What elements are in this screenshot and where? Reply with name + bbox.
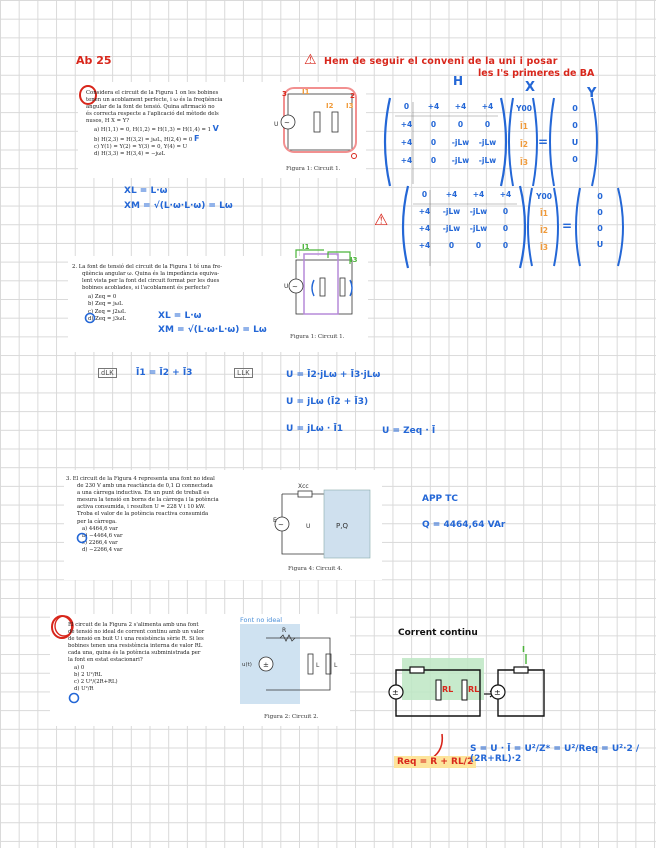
- m2-cell: 0: [502, 207, 509, 216]
- svg-text:RL: RL: [468, 685, 480, 694]
- svg-text:U: U: [306, 523, 311, 530]
- q2-line: lent vista per la font del circuit format per les dues: [82, 278, 220, 285]
- q1-line: és correcta respecte a l'aplicació del mètode dels: [86, 111, 219, 118]
- m1-cell: +4: [400, 138, 413, 147]
- q3-line: Troba el valor de la potència reactiva consumida: [77, 511, 209, 518]
- m2-x: Ī1: [539, 209, 548, 218]
- m1-cell: -jLw: [451, 156, 470, 165]
- m1-y: 0: [572, 155, 578, 164]
- q2-option-a[interactable]: a) Zeq = 0: [88, 294, 117, 301]
- q1-note-xm: XM = √(L·ω·L·ω) = Lω: [124, 201, 233, 211]
- svg-text:R: R: [282, 627, 287, 634]
- q2-note-xl: XL = L·ω: [158, 311, 202, 321]
- warning-icon-2: ⚠: [374, 210, 389, 229]
- svg-text:Xcc: Xcc: [298, 483, 309, 490]
- q2-note-xm: XM = √(L·ω·L·ω) = Lω: [158, 325, 267, 335]
- m2-cell: 0: [421, 190, 428, 199]
- m2-cell: +4: [472, 190, 485, 199]
- q1-line: Considera el circuit de la Figura 1 on les bobines: [86, 90, 219, 96]
- m2-cell: 0: [475, 241, 482, 250]
- m1-cell: -jLw: [451, 138, 470, 147]
- svg-text:u(t): u(t): [242, 662, 252, 668]
- question-1-card: [78, 82, 366, 178]
- q2-line: qüència angular ω. Quina és la impedància equiva-: [82, 271, 220, 278]
- selected-mark-icon: [76, 532, 88, 544]
- q3-option-b[interactable]: b) −4464,6 var: [82, 532, 123, 539]
- svg-text:~: ~: [278, 521, 284, 529]
- m1-x: Ī1: [519, 122, 528, 131]
- svg-text:~: ~: [292, 283, 298, 291]
- q3-line: a una càrrega inductiva. En un punt de treball es: [77, 490, 210, 497]
- power-formula: S = U · Ī = U²/Z* = U²/Req = U²·2 / (2R+RL)·2: [470, 744, 640, 764]
- question-2-card: [68, 243, 368, 352]
- svg-text:P,Q: P,Q: [336, 522, 348, 530]
- m1-cell: 0: [403, 102, 410, 111]
- m2-cell: +4: [418, 224, 431, 233]
- q3-caption: Figura 4: Circuit 4.: [288, 566, 343, 572]
- m2-y: 0: [597, 192, 603, 201]
- q1-line: tenen un acoblament perfecte, i ω és la freqüència: [86, 97, 223, 104]
- matrix-label-x: X: [525, 80, 536, 95]
- q3-note-app: APP TC: [422, 494, 459, 504]
- m2-y: 0: [597, 224, 603, 233]
- m2-cell: -jLw: [469, 207, 488, 216]
- q2-option-d[interactable]: d) Zeq = j3ωL: [88, 315, 127, 322]
- matrix-equation-2: [396, 182, 634, 272]
- svg-text:=: =: [562, 219, 573, 233]
- m1-cell: 0: [430, 138, 437, 147]
- m1-x: Ī3: [519, 158, 528, 167]
- m1-cell: 0: [430, 120, 437, 129]
- m1-y: U: [571, 138, 579, 147]
- m2-cell: +4: [445, 190, 458, 199]
- selected-mark-icon: [68, 692, 80, 704]
- klk-box-2: LLK: [234, 368, 253, 378]
- q2-line: bobines acoblades, si l'acoblament és perfecte?: [82, 285, 210, 292]
- dc-title: Corrent continu: [398, 628, 478, 638]
- q4-line: cada una, quina és la potència subministrada per: [68, 650, 201, 657]
- warning-note-2: les I's primeres de BA: [478, 68, 595, 79]
- q4-option-d[interactable]: d) U²/R: [74, 685, 94, 692]
- circuit-1-figure: [274, 82, 366, 166]
- q4-caption: Figura 2: Circuit 2.: [264, 714, 319, 720]
- svg-text:3: 3: [282, 90, 287, 98]
- m2-cell: 0: [502, 241, 509, 250]
- m2-x: Y00: [536, 192, 552, 201]
- m1-cell: +4: [427, 102, 440, 111]
- svg-text:L: L: [334, 662, 338, 669]
- matrix-equation-1: [378, 94, 610, 190]
- svg-text:=: =: [538, 135, 549, 149]
- matrix-label-y: Y: [587, 86, 597, 101]
- svg-text:U: U: [284, 283, 289, 290]
- m1-cell: +4: [454, 102, 467, 111]
- q2-line: 2. La font de tensió del circuit de la Figura 1 té una fre-: [72, 264, 223, 270]
- klk-eq-5: U = Zeq · Ī: [382, 426, 436, 436]
- m2-x: Ī3: [539, 243, 548, 252]
- q3-line: per la càrrega.: [77, 518, 117, 525]
- selected-mark-icon: [84, 312, 96, 324]
- svg-text:I3: I3: [346, 102, 354, 110]
- m1-cell: 0: [430, 156, 437, 165]
- m2-y: 0: [597, 208, 603, 217]
- q4-option-b[interactable]: b) 2 U²/RL: [74, 671, 103, 678]
- m1-x: Y00: [516, 104, 532, 113]
- q1-option-b[interactable]: b) H(2,3) = H(3,2) = jωL, H(2,4) = 0 F: [94, 133, 200, 143]
- q1-option-d[interactable]: d) H(3,3) = H(3,4) = −jωL: [94, 150, 166, 157]
- svg-text:±: ±: [263, 661, 269, 669]
- m2-y: U: [596, 240, 604, 249]
- q3-line: activa consumida, i resulten U = 228 V i 10 kW.: [77, 504, 206, 511]
- m2-cell: -jLw: [442, 207, 461, 216]
- ab-label: Ab 25: [76, 54, 112, 67]
- svg-text:U: U: [274, 121, 279, 128]
- m1-cell: +4: [481, 102, 494, 111]
- svg-text:I1: I1: [302, 88, 310, 96]
- q4-line: de tensió no ideal de corrent continu amb un valor: [68, 629, 205, 636]
- m1-cell: -jLw: [478, 156, 497, 165]
- q4-line: la font en estat estacionari?: [68, 657, 143, 664]
- m2-cell: 0: [502, 224, 509, 233]
- svg-text:±: ±: [494, 688, 501, 697]
- m2-cell: +4: [418, 207, 431, 216]
- klk-eq-1: Ī1 = Ī2 + Ī3: [136, 368, 193, 378]
- m1-cell: +4: [400, 156, 413, 165]
- q2-option-c[interactable]: c) Zeq = j2ωL: [88, 308, 126, 315]
- q4-line: de tensió en buit U i una resistència sèrie R. Si les: [68, 636, 204, 643]
- m1-cell: 0: [457, 120, 464, 129]
- warning-note: Hem de seguir el conveni de la uni i posar: [324, 56, 558, 67]
- q1-mark-a: V: [212, 124, 219, 134]
- q3-line: mesura la tensió en borns de la càrrega i la potència: [77, 497, 219, 504]
- q3-option-d[interactable]: d) −2266,4 var: [82, 546, 123, 553]
- q1-note-xl: XL = L·ω: [124, 186, 168, 196]
- m2-cell: -jLw: [469, 224, 488, 233]
- m1-y: 0: [572, 121, 578, 130]
- svg-text:L: L: [316, 662, 320, 669]
- svg-text:~: ~: [284, 119, 290, 127]
- warning-icon: ⚠: [304, 52, 317, 68]
- q1-option-c[interactable]: c) Y(1) = Y(2) = Y(3) = 0, Y(4) = U: [94, 143, 188, 150]
- q3-line: 3. El circuit de la Figura 4 representa una font no ideal: [66, 476, 215, 482]
- m2-x: Ī2: [539, 226, 548, 235]
- q1-mark-b: F: [194, 133, 200, 143]
- q2-caption: Figura 1: Circuit 1.: [290, 334, 345, 340]
- svg-text:I3: I3: [350, 256, 358, 264]
- m1-cell: 0: [484, 120, 491, 129]
- klk-eq-2: U = Ī2·jLω + Ī3·jLω: [286, 370, 381, 380]
- m1-cell: -jLw: [478, 138, 497, 147]
- q1-line: nusos, H X = Y?: [86, 118, 130, 125]
- svg-text:I: I: [522, 645, 525, 654]
- q3-option-a[interactable]: a) 4464,6 var: [82, 525, 118, 532]
- circuit-2-figure: [240, 616, 346, 704]
- m1-x: Ī2: [519, 140, 528, 149]
- q1-line: angular de la font de tensió. Quina afirmació no: [86, 104, 215, 111]
- question-4-card: [50, 614, 350, 726]
- svg-text:I2: I2: [326, 102, 334, 110]
- dc-circuit-sketch: [380, 645, 550, 736]
- klk-box-1: dLK: [98, 368, 117, 378]
- m1-y: 0: [572, 104, 578, 113]
- svg-text:E: E: [273, 517, 277, 524]
- m2-cell: +4: [418, 241, 431, 250]
- svg-text:2: 2: [350, 92, 355, 100]
- klk-eq-3: U = jLω (Ī2 + Ī3): [286, 397, 369, 407]
- circuit-1-figure-q2: [284, 244, 364, 334]
- svg-text:±: ±: [392, 688, 399, 697]
- q3-line: de 230 V amb una reactància de 0,1 Ω connectada: [77, 483, 213, 490]
- q3-note-q: Q = 4464,64 VAr: [422, 520, 506, 530]
- svg-text:RL: RL: [442, 685, 454, 694]
- q4-option-a[interactable]: a) 0: [74, 664, 85, 671]
- fig-label: Font no ideal: [240, 616, 283, 624]
- klk-eq-4: U = jLω · Ī1: [286, 424, 344, 434]
- question-3-card: [64, 470, 382, 580]
- q1-option-a[interactable]: a) H(1,1) = 0, H(1,2) = H(1,3) = H(1,4) = 1 V: [94, 124, 219, 134]
- circuit-4-figure: [274, 480, 374, 566]
- m2-cell: +4: [499, 190, 512, 199]
- q3-option-c[interactable]: c) 2266,4 var: [82, 539, 118, 546]
- matrix-label-h: H: [453, 74, 464, 88]
- q1-caption: Figura 1: Circuit 1.: [286, 166, 341, 172]
- m2-cell: 0: [448, 241, 455, 250]
- req-formula: Req = R + RL/2: [394, 756, 476, 768]
- m1-cell: +4: [400, 120, 413, 129]
- m2-cell: -jLw: [442, 224, 461, 233]
- svg-text:I1: I1: [302, 243, 310, 251]
- q4-option-c[interactable]: c) 2 U²/(2R+RL): [74, 678, 118, 685]
- q4-line: El circuit de la Figura 2 s'alimenta amb una font: [68, 622, 199, 628]
- q4-line: bobines tenen una resistència interna de valor RL: [68, 643, 203, 650]
- q2-option-b[interactable]: b) Zeq = jωL: [88, 301, 123, 308]
